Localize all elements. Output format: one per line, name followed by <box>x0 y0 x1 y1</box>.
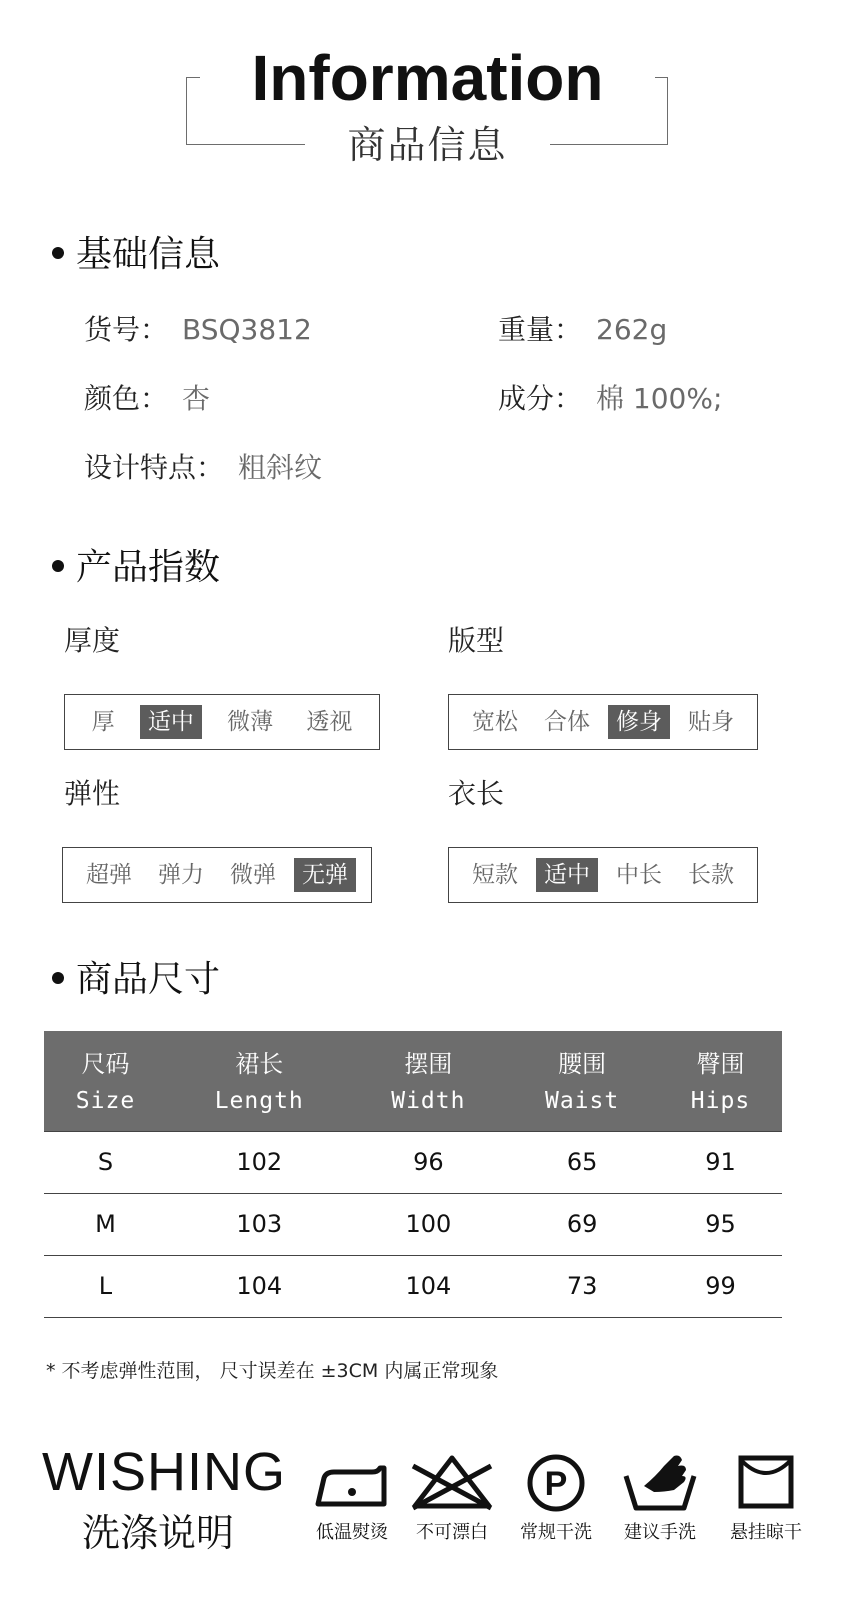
table-row <box>44 1131 782 1193</box>
header-cell: 尺码 <box>44 1031 167 1081</box>
dry-clean-p-icon <box>524 1452 588 1512</box>
brand-logo: WISHING <box>42 1442 286 1502</box>
table-header-cn <box>44 1031 782 1081</box>
header-cell: Length <box>167 1081 352 1131</box>
thickness-scale <box>64 694 380 750</box>
table-cell: 103 <box>167 1193 352 1255</box>
basic-info-heading: 基础信息 <box>52 233 220 277</box>
material-row: 成分： 棉 100%; <box>498 382 723 415</box>
table-header-en <box>44 1081 782 1131</box>
care-label: 悬挂晾干 <box>730 1522 802 1543</box>
table-cell: 95 <box>659 1193 782 1255</box>
header-cell: 臀围 <box>659 1031 782 1081</box>
size-heading: 商品尺寸 <box>52 958 220 1002</box>
care-iron <box>306 1452 398 1544</box>
table-cell: 69 <box>505 1193 659 1255</box>
care-label: 建议手洗 <box>624 1522 696 1543</box>
bullet-icon <box>52 972 64 984</box>
table-cell: 104 <box>351 1255 505 1317</box>
care-label: 低温熨烫 <box>316 1522 388 1543</box>
table-row <box>44 1255 782 1317</box>
weight-row: 重量： 262g <box>498 313 668 346</box>
length-option: 中长 <box>616 862 662 888</box>
table-row <box>44 1193 782 1255</box>
length-scale <box>448 847 758 903</box>
fit-scale <box>448 694 758 750</box>
bullet-icon <box>52 247 64 259</box>
header-cell: Size <box>44 1081 167 1131</box>
table-cell: 65 <box>505 1131 659 1193</box>
wash-title: 洗涤说明 <box>82 1511 235 1555</box>
header-cell: 摆围 <box>351 1031 505 1081</box>
table-cell: 104 <box>167 1255 352 1317</box>
table-cell: 91 <box>659 1131 782 1193</box>
table-cell: 102 <box>167 1131 352 1193</box>
product-index-heading: 产品指数 <box>52 546 220 590</box>
thickness-option: 微薄 <box>227 709 274 735</box>
thickness-option: 适中 <box>140 705 202 739</box>
page-title: Information <box>200 38 655 118</box>
elasticity-option: 无弹 <box>294 858 356 892</box>
care-label: 常规干洗 <box>520 1522 592 1543</box>
fit-label: 版型 <box>448 624 505 657</box>
page-subtitle: 商品信息 <box>305 120 550 170</box>
item-number-row: 货号： BSQ3812 <box>84 313 312 346</box>
size-table <box>44 1031 782 1318</box>
length-option: 适中 <box>536 858 598 892</box>
fit-option: 贴身 <box>688 709 734 735</box>
table-cell: 73 <box>505 1255 659 1317</box>
care-label: 不可漂白 <box>416 1522 488 1543</box>
table-cell: 100 <box>351 1193 505 1255</box>
fit-option: 修身 <box>608 705 670 739</box>
table-cell: S <box>44 1131 167 1193</box>
length-label: 衣长 <box>448 777 505 810</box>
table-cell: L <box>44 1255 167 1317</box>
table-cell: 96 <box>351 1131 505 1193</box>
header-cell: Hips <box>659 1081 782 1131</box>
elasticity-option: 超弹 <box>86 862 132 888</box>
fit-option: 宽松 <box>472 709 518 735</box>
size-note: * 不考虑弹性范围， 尺寸误差在 ±3CM 内属正常现象 <box>46 1360 499 1382</box>
bullet-icon <box>52 560 64 572</box>
thickness-option: 透视 <box>306 709 353 735</box>
table-cell: M <box>44 1193 167 1255</box>
care-dryclean <box>510 1452 602 1544</box>
length-option: 长款 <box>688 862 734 888</box>
care-hangdry <box>720 1452 812 1544</box>
care-bleach <box>406 1452 498 1544</box>
dry-clean-letter: P <box>544 1465 568 1503</box>
thickness-option: 厚 <box>91 709 115 735</box>
care-handwash <box>614 1452 706 1544</box>
header-cell: 裙长 <box>167 1031 352 1081</box>
fit-option: 合体 <box>544 709 590 735</box>
header-cell: Width <box>351 1081 505 1131</box>
elasticity-option: 弹力 <box>158 862 204 888</box>
elasticity-option: 微弹 <box>230 862 276 888</box>
thickness-label: 厚度 <box>64 624 121 657</box>
design-row: 设计特点： 粗斜纹 <box>84 451 323 484</box>
hand-wash-icon <box>620 1452 700 1512</box>
hang-dry-icon <box>731 1452 801 1512</box>
elasticity-label: 弹性 <box>64 777 121 810</box>
iron-low-icon <box>312 1452 392 1512</box>
header-cell: Waist <box>505 1081 659 1131</box>
no-bleach-icon <box>407 1452 497 1512</box>
color-row: 颜色： 杏 <box>84 382 211 415</box>
elasticity-scale <box>62 847 372 903</box>
header-cell: 腰围 <box>505 1031 659 1081</box>
table-cell: 99 <box>659 1255 782 1317</box>
length-option: 短款 <box>472 862 518 888</box>
